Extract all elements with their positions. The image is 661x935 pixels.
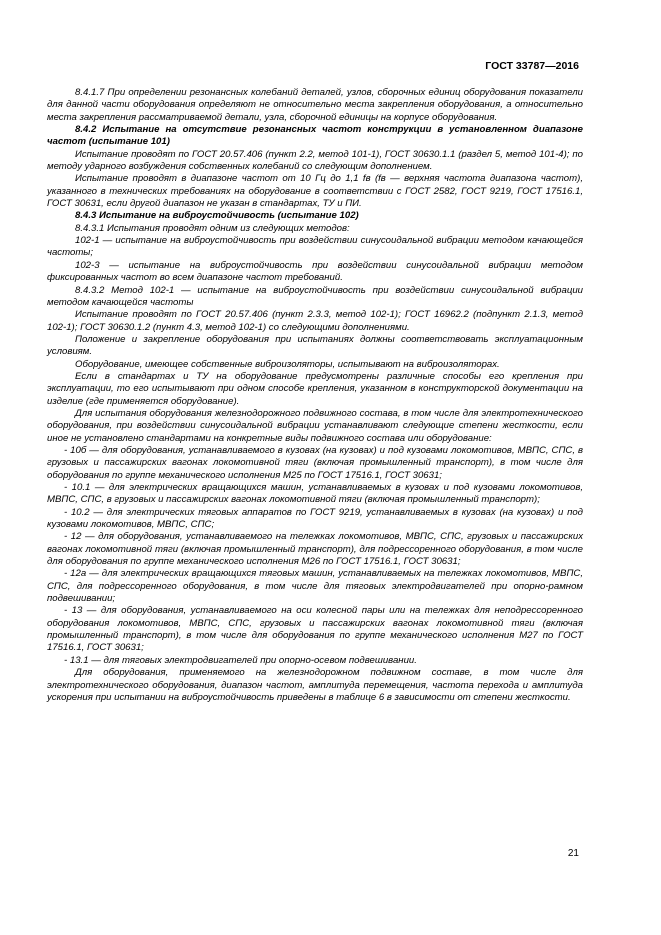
paragraph: Испытание проводят по ГОСТ 20.57.406 (пункт 2.3.3, метод 102-1); ГОСТ 16962.2 (подпункт 2.1.3, метод 102-1); ГОСТ 30630.1.2 (пункт 4.3, метод 102-1) со следующими дополнениями. (47, 309, 583, 333)
document-header: ГОСТ 33787—2016 (485, 60, 579, 72)
paragraph: 102-1 — испытание на виброустойчивость при воздействии синусоидальной вибрации методом качающейся частоты; (47, 235, 583, 259)
list-item: - 10б — для оборудования, устанавливаемого в кузовах (на кузовах) и под кузовами локомотивов, МВПС, СПС, в грузовых и пассажирских вагонах локомотивной тяги (включая промышленный транспорт), в том числе для оборудования по группе механического исполнения М25 по ГОСТ 17516.1, ГОСТ 30631; (47, 444, 583, 481)
paragraph: 8.4.3.1 Испытания проводят одним из следующих методов: (75, 222, 350, 234)
paragraph: Оборудование, имеющее собственные виброизоляторы, испытывают на виброизоляторах. (75, 358, 500, 370)
document-body (47, 87, 583, 704)
section-heading: 8.4.3 Испытание на виброустойчивость (испытание 102) (75, 210, 359, 222)
list-item: - 13.1 — для тяговых электродвигателей при опорно-осевом подвешивании. (64, 654, 417, 666)
paragraph: 8.4.3.2 Метод 102-1 — испытание на виброустойчивость при воздействии синусоидальной вибрации методом качающейся частоты (47, 284, 583, 308)
list-item: - 13 — для оборудования, устанавливаемого на оси колесной пары или на тележках для неподрессоренного оборудования локомотивов, МВПС, СПС, грузовых и пассажирских вагонах локомотивной тяги (включая промышленный транспорт), в том числе для оборудования по группе механического исполнения М27 по ГОСТ 17516.1, ГОСТ 30631; (47, 605, 583, 654)
list-item: - 10.1 — для электрических вращающихся машин, устанавливаемых в кузовах и под кузовами локомотивов, МВПС, СПС, в грузовых и пассажирских вагонах локомотивной тяги (включая промышленный транспорт); (47, 482, 583, 506)
paragraph: 102-3 — испытание на виброустойчивость при воздействии синусоидальной вибрации методом фиксированных частот во всем диапазоне частот требований. (47, 259, 583, 284)
paragraph: Для испытания оборудования железнодорожного подвижного состава, в том числе для электротехнического оборудования, при воздействии синусоидальной вибрации устанавливают следующие степени жесткости, если иное не установлено стандартами на конкретные виды подвижного состава или оборудование: (47, 407, 583, 444)
section-heading: 8.4.2 Испытание на отсутствие резонансных частот конструкции в установленном диапазоне частот (испытание 101) (47, 124, 583, 148)
paragraph: Если в стандартах и ТУ на оборудование предусмотрены различные способы его крепления при эксплуатации, то его испытывают при одном способе крепления, указанном в конструкторской документации на изделие (где применяется оборудование). (47, 370, 583, 407)
page-number: 21 (567, 848, 579, 859)
paragraph: Для оборудования, применяемого на железнодорожном подвижном составе, в том числе для электротехнического оборудования, диапазон частот, амплитуда перемещения, частота перехода и амплитуда ускорения при испытании на виброустойчивость приведены в таблице 6 в зависимости от степени жесткости. (47, 667, 583, 703)
list-item: - 12 — для оборудования, устанавливаемого на тележках локомотивов, МВПС, СПС, грузовых и пассажирских вагонах локомотивной тяги (включая промышленный транспорт), для подрессоренного оборудования, в том числе для оборудования по группе механического исполнения М26 по ГОСТ 17516.1, ГОСТ 30631; (47, 531, 583, 568)
paragraph: 8.4.1.7 При определении резонансных колебаний деталей, узлов, сборочных единиц оборудования показатели для данной части оборудования определяют не относительно места закрепления оборудования, а относительно места закрепления рассматриваемой детали, узла, сборочной единицы на корпусе оборудования. (47, 87, 583, 123)
paragraph: Положение и закрепление оборудования при испытаниях должны соответствовать эксплуатационным условиям. (47, 333, 583, 358)
list-item: - 12а — для электрических вращающихся тяговых машин, устанавливаемых на тележках локомотивов, МВПС, СПС, для подрессоренного оборудования, в том числе для тяговых электродвигателей при опорно-рамном подвешивании; (47, 568, 583, 605)
paragraph: Испытание проводят по ГОСТ 20.57.406 (пункт 2.2, метод 101-1), ГОСТ 30630.1.1 (раздел 5, метод 101-4); по методу ударного возбуждения собственных колебаний со следующим дополнением. (47, 148, 583, 173)
paragraph: Испытание проводят в диапазоне частот от 10 Гц до 1,1 fв (fв — верхняя частота диапазона частот), указанного в технических требованиях на оборудование в соответствии с ГОСТ 2582, ГОСТ 9219, ГОСТ 17516.1, ГОСТ 30631, если другой диапазон не указан в стандартах, ТУ и ПИ. (47, 173, 583, 210)
list-item: - 10.2 — для электрических тяговых аппаратов по ГОСТ 9219, устанавливаемых в кузовах (на кузовах) и под кузовами локомотивов, МВПС, СПС; (47, 506, 583, 531)
